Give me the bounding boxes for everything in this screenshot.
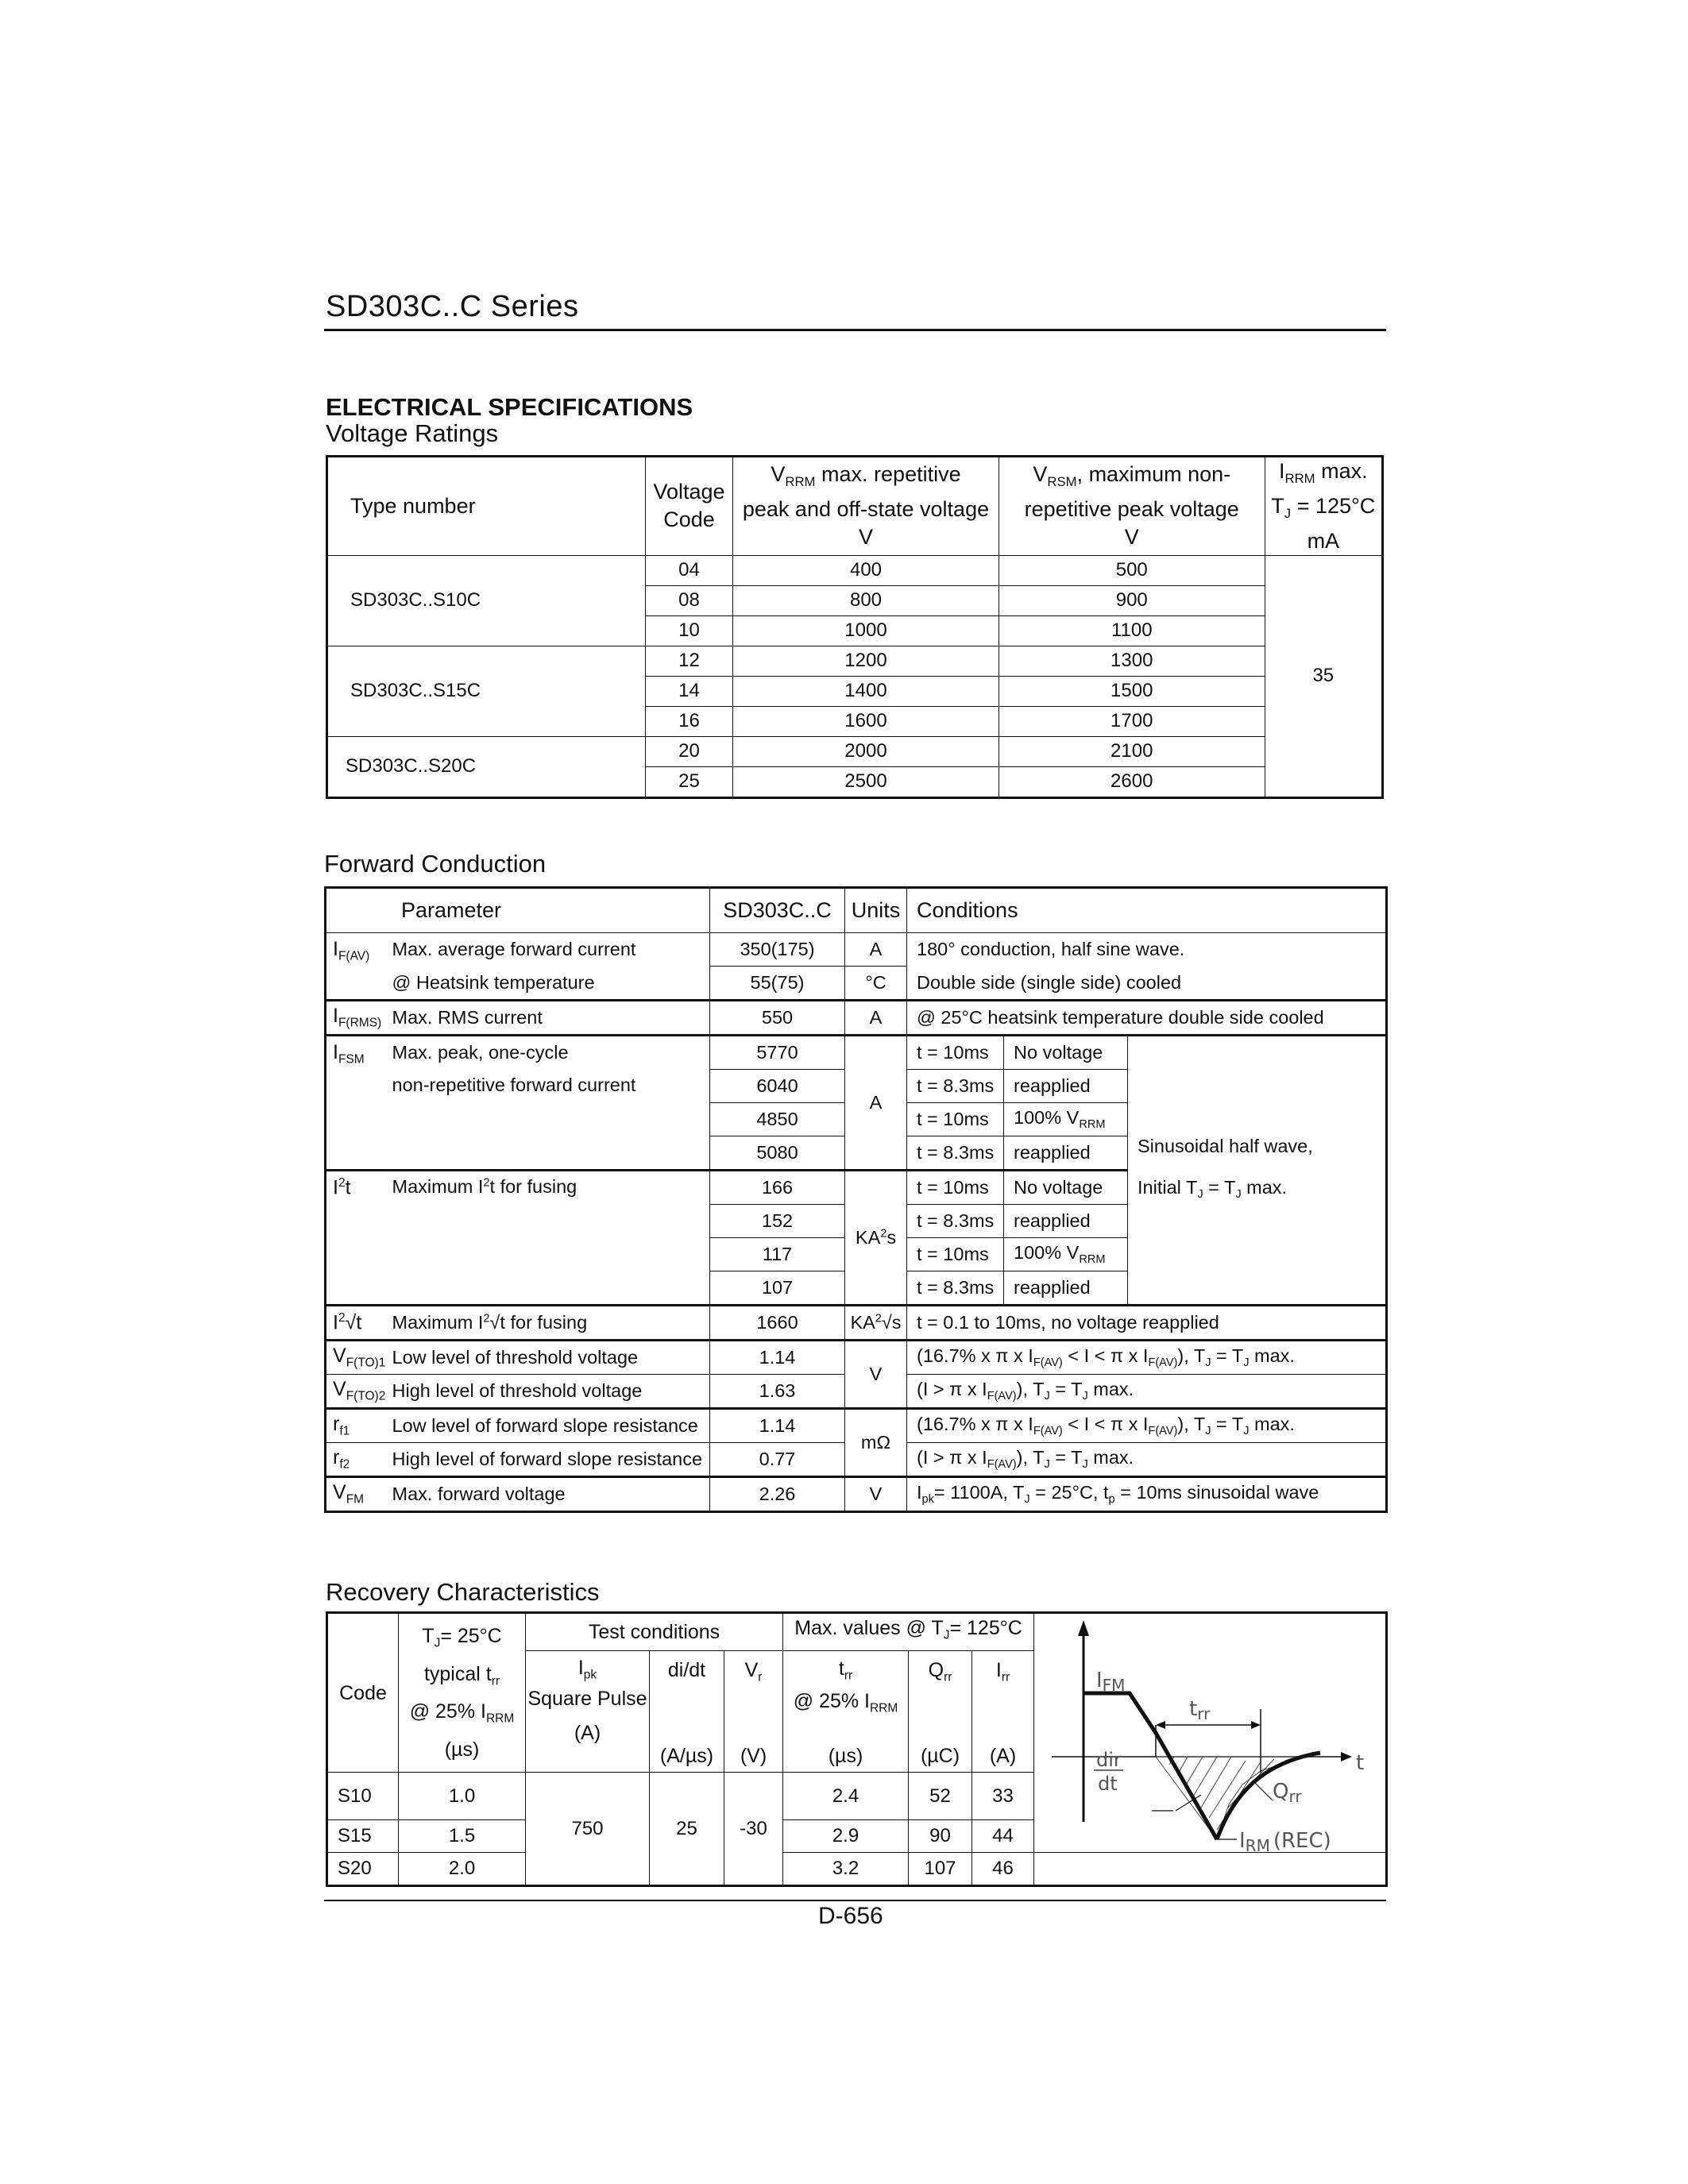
irm-label: IRM (REC) [1239,1829,1331,1852]
unit-cell: V [845,1477,907,1512]
parameter-cell: High level of threshold voltage [389,1375,710,1409]
value-cell: 4850 [710,1103,845,1136]
timing-cell: t = 8.3ms [907,1205,1004,1238]
parameter-cell: High level of forward slope resistance [389,1443,710,1477]
didt-header: di/dt [650,1651,724,1740]
vrsm-cell: 2600 [999,766,1265,797]
unit-cell: A [845,1001,907,1036]
parameter-cell: Max. peak, one-cycle [389,1036,710,1070]
max-values-header: Max. values @ $T_J= 125^\circ C$ [783,1613,1034,1651]
condition-cell: (I > π x $I_{F(AV)}$), $T_J = T_J$ max. [907,1443,1387,1477]
typical-cell: 2.0 [399,1853,526,1886]
type-number-header: Type number [327,457,646,556]
unit-cell: mΩ [845,1409,907,1477]
vrsm-cell: 900 [999,585,1265,615]
header-rule [324,329,1386,331]
unit-cell: $KA^2s$ [845,1171,907,1306]
table-row [326,1306,1387,1341]
forward-conduction-table [324,886,1388,1513]
qrr-header: $Q_{rr}$ [909,1651,972,1740]
timing-cell: t = 8.3ms [907,1136,1004,1171]
parameter-cell: Low level of threshold voltage [389,1341,710,1375]
units-header: Units [845,888,907,933]
main-title: ELECTRICAL SPECIFICATIONS [326,393,693,421]
value-cell: 117 [710,1238,845,1271]
code-cell: 10 [645,615,732,646]
typical-cell: 1.5 [399,1820,526,1853]
vrrm-cell: 1400 [733,676,999,706]
qrr-label: Qrr [1273,1780,1302,1806]
parameter-cell: @ Heatsink temperature [389,967,710,1001]
type-cell: SD303C..S20C [327,736,646,797]
note-cell: reapplied [1004,1136,1128,1171]
value-cell: 350(175) [710,933,845,967]
parameter-header: Parameter [326,888,710,933]
table-row [327,646,1383,676]
irrm-value: 35 [1265,555,1382,797]
voltage-ratings-title: Voltage Ratings [326,419,499,447]
recovery-table [326,1611,1388,1887]
code-cell: 25 [645,766,732,797]
symbol-vfto1: $V_{F(TO)1}$ [326,1341,389,1375]
symbol-rf1: $r_{f1}$ [326,1409,389,1443]
code-cell: S10 [327,1773,399,1820]
code-cell: S20 [327,1853,399,1886]
timing-cell: t = 10ms [907,1238,1004,1271]
vrsm-cell: 2100 [999,736,1265,766]
condition-cell: $I_{pk}= 1100A$, $T_J = 25^\circ C$, $t_p = 10ms$ sinusoidal wave [907,1477,1387,1512]
value-cell: 0.77 [710,1443,845,1477]
parameter-cell: Low level of forward slope resistance [389,1409,710,1443]
value-cell: 1.14 [710,1341,845,1375]
qrr-cell: 107 [909,1853,972,1886]
table-row [326,967,1387,1001]
condition-cell: @ 25°C heatsink temperature double side cooled [907,1001,1387,1036]
vrsm-header: $V_{RSM}$, maximum non- repetitive peak voltage V [999,457,1265,556]
symbol-ifsm: $I_{FSM}$ [326,1036,389,1171]
irr-header: $I_{rr}$ [972,1651,1034,1740]
symbol-vfm: $V_{FM}$ [326,1477,389,1512]
device-header: SD303C..C [710,888,845,933]
code-cell: 14 [645,676,732,706]
unit-cell: A [845,1036,907,1171]
timing-cell: t = 10ms [907,1103,1004,1136]
irr-unit: (A) [972,1739,1034,1772]
note-cell: reapplied [1004,1271,1128,1306]
value-cell: 1.63 [710,1375,845,1409]
qrr-unit: (µC) [909,1739,972,1772]
parameter-cell: Maximum $I^2√t$ for fusing [389,1306,710,1341]
note-cell: reapplied [1004,1070,1128,1103]
table-row [326,1409,1387,1443]
table-row [326,933,1387,967]
code-cell: 04 [645,555,732,585]
condition-cell: 180° conduction, half sine wave. [907,933,1387,967]
vrrm-cell: 800 [733,585,999,615]
condition-cell: Double side (single side) cooled [907,967,1387,1001]
voltage-ratings-table [326,455,1384,799]
value-cell: 550 [710,1001,845,1036]
trr-unit: (µs) [783,1739,909,1772]
footer-rule [324,1900,1386,1901]
graph-spacer [1034,1853,1387,1886]
typical-trr-header: $T_J= 25^\circ C$ typical $t_{rr}$ @ 25% $I_{RRM}$ (µs) [399,1613,526,1773]
table-header-row [327,1613,1387,1651]
code-header: Code [327,1613,399,1773]
parameter-cell: Max. RMS current [389,1001,710,1036]
value-cell: 107 [710,1271,845,1306]
trr-cell: 2.9 [783,1820,909,1853]
note-cell: No voltage [1004,1171,1128,1205]
unit-cell: V [845,1341,907,1409]
unit-cell: °C [845,967,907,1001]
parameter-cell: Max. forward voltage [389,1477,710,1512]
value-cell: 5080 [710,1136,845,1171]
recovery-waveform-graph [1034,1613,1387,1853]
note-cell: 100% $V_{RRM}$ [1004,1103,1128,1136]
value-cell: 166 [710,1171,845,1205]
symbol-vfto2: $V_{F(TO)2}$ [326,1375,389,1409]
recovery-waveform-svg [1034,1614,1387,1852]
trr-cell: 3.2 [783,1853,909,1886]
vrrm-cell: 2000 [733,736,999,766]
vrrm-cell: 1600 [733,706,999,736]
table-row [327,736,1383,766]
note-cell: 100% $V_{RRM}$ [1004,1238,1128,1271]
table-row [327,1853,1387,1886]
note-cell: No voltage [1004,1036,1128,1070]
sinusoidal-note: Sinusoidal half wave, Initial $T_J = T_J$ max. [1128,1036,1387,1306]
condition-cell: (16.7% x π x $I_{F(AV)} < I < \pi$ x $I_{F(AV)}$), $T_J = T_J$ max. [907,1409,1387,1443]
note-cell: reapplied [1004,1205,1128,1238]
qrr-cell: 90 [909,1820,972,1853]
irr-cell: 44 [972,1820,1034,1853]
unit-cell: A [845,933,907,967]
code-cell: 08 [645,585,732,615]
recovery-title: Recovery Characteristics [326,1578,600,1606]
vrsm-cell: 1100 [999,615,1265,646]
condition-cell: (I > π x $I_{F(AV)}$), $T_J = T_J$ max. [907,1375,1387,1409]
symbol-i2t: $I^2t$ [326,1171,389,1306]
symbol-ifrms: $I_{F(RMS)}$ [326,1001,389,1036]
irr-cell: 46 [972,1853,1034,1886]
timing-cell: t = 10ms [907,1036,1004,1070]
condition-cell: (16.7% x π x $I_{F(AV)} < I < \pi$ x $I_{F(AV)}$), $T_J = T_J$ max. [907,1341,1387,1375]
vr-value: -30 [724,1773,783,1886]
trr-label: trr [1189,1697,1211,1723]
y-axis-arrow [1078,1620,1089,1636]
table-row [326,1341,1387,1375]
vrsm-cell: 1500 [999,676,1265,706]
value-cell: 1.14 [710,1409,845,1443]
series-title: SD303C..C Series [326,290,579,323]
parameter-cell: non-repetitive forward current [389,1070,710,1171]
vrsm-cell: 1300 [999,646,1265,676]
symbol-ifav: $I_{F(AV)}$ [326,933,389,1001]
voltage-code-header: Voltage Code [645,457,732,556]
irr-cell: 33 [972,1773,1034,1820]
table-row [327,555,1383,585]
vrrm-cell: 400 [733,555,999,585]
trr-cell: 2.4 [783,1773,909,1820]
conditions-header: Conditions [907,888,1387,933]
vrrm-cell: 1200 [733,646,999,676]
ipk-header: $I_{pk}$ Square Pulse (A) [526,1651,650,1773]
forward-conduction-title: Forward Conduction [324,850,547,878]
table-header-row [326,888,1387,933]
value-cell: 2.26 [710,1477,845,1512]
typical-cell: 1.0 [399,1773,526,1820]
didt-unit: (A/µs) [650,1739,724,1772]
vr-header: $V_r$ [724,1651,783,1740]
table-row [326,1001,1387,1036]
timing-cell: t = 8.3ms [907,1070,1004,1103]
type-cell: SD303C..S10C [327,555,646,646]
symbol-rf2: $r_{f2}$ [326,1443,389,1477]
trr-arrow-right [1251,1721,1261,1729]
t-axis-label: t [1356,1751,1365,1775]
timing-cell: t = 8.3ms [907,1271,1004,1306]
value-cell: 5770 [710,1036,845,1070]
vrrm-cell: 2500 [733,766,999,797]
table-row [326,1477,1387,1512]
trr-arrow-left [1156,1721,1165,1729]
timing-cell: t = 10ms [907,1171,1004,1205]
code-cell: S15 [327,1820,399,1853]
test-conditions-header: Test conditions [526,1613,783,1651]
code-cell: 16 [645,706,732,736]
symbol-i2sqrt: $I^2√t$ [326,1306,389,1341]
qrr-cell: 52 [909,1773,972,1820]
value-cell: 1660 [710,1306,845,1341]
code-cell: 12 [645,646,732,676]
condition-cell: t = 0.1 to 10ms, no voltage reapplied [907,1306,1387,1341]
trr-header: $t_{rr}$ @ 25% $I_{RRM}$ [783,1651,909,1740]
page-number: D-656 [818,1903,883,1929]
table-header-row [327,457,1383,556]
value-cell: 6040 [710,1070,845,1103]
vr-unit: (V) [724,1739,783,1772]
vrsm-cell: 1700 [999,706,1265,736]
vrrm-cell: 1000 [733,615,999,646]
didt-value: 25 [650,1773,724,1886]
vrsm-cell: 500 [999,555,1265,585]
table-row [326,1036,1387,1070]
parameter-cell: Maximum $I^2t$ for fusing [389,1171,710,1306]
dir-label: dir [1096,1749,1122,1771]
unit-cell: $KA^2√s$ [845,1306,907,1341]
parameter-cell: Max. average forward current [389,933,710,967]
x-axis-arrow [1341,1752,1352,1761]
ifm-label: IFM [1096,1669,1126,1695]
ipk-value: 750 [526,1773,650,1886]
code-cell: 20 [645,736,732,766]
value-cell: 152 [710,1205,845,1238]
value-cell: 55(75) [710,967,845,1001]
irrm-header: $I_{RRM}$ max. $T_J = 125^\circ C$ mA [1265,457,1382,556]
vrrm-header: $V_{RRM}$ max. repetitive peak and off-state voltage V [733,457,999,556]
type-cell: SD303C..S15C [327,646,646,736]
qrr-leader [1253,1781,1273,1800]
dt-label: dt [1098,1773,1118,1795]
